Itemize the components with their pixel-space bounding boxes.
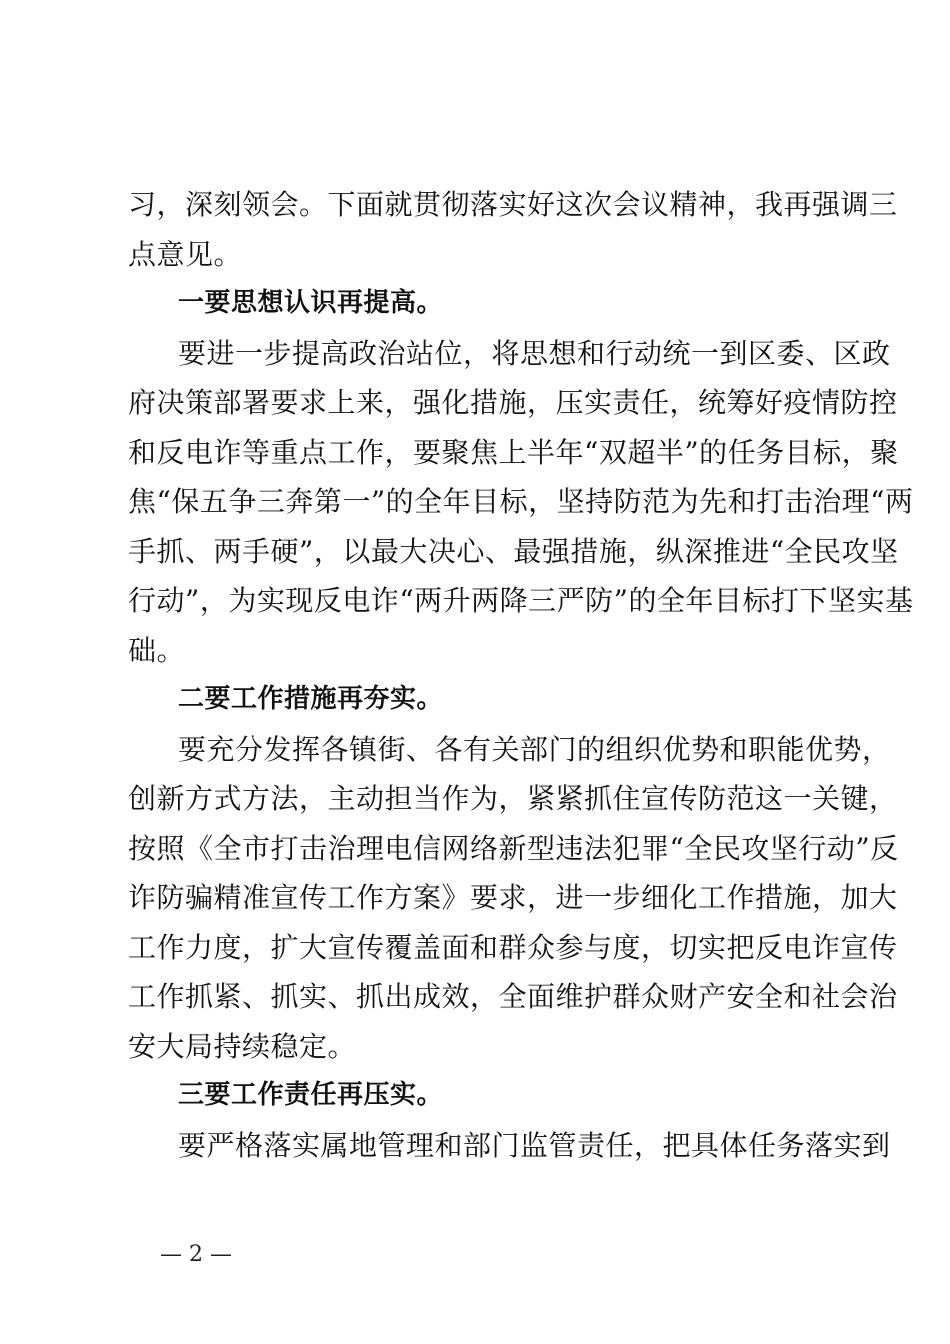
paragraph-line: 行动”，为实现反电诈“两升两降三严防”的全年目标打下坚实基: [128, 584, 914, 617]
paragraph-line: 和反电诈等重点工作，要聚焦上半年“双超半”的任务目标，聚: [128, 435, 899, 469]
paragraph-line: 安大局持续稳定。: [128, 1029, 357, 1063]
body-line: 点意见。: [128, 237, 243, 271]
section-heading-3: 三要工作责任再压实。: [178, 1080, 444, 1110]
section-heading-2: 二要工作措施再夯实。: [178, 684, 444, 714]
section-heading-1: 一要思想认识再提高。: [178, 288, 444, 318]
paragraph-line: 要充分发挥各镇街、各有关部门的组织优势和职能优势，: [178, 732, 891, 766]
paragraph-line: 按照《全市打击治理电信网络新型违法犯罪“全民攻坚行动”反: [128, 831, 899, 865]
paragraph-line: 工作力度，扩大宣传覆盖面和群众参与度，切实把反电诈宣传: [128, 930, 898, 964]
paragraph-line: 府决策部署要求上来，强化措施，压实责任，统筹好疫情防控: [128, 386, 898, 419]
paragraph-line: 础。: [128, 633, 186, 667]
paragraph-line: 手抓、两手硬”，以最大决心、最强措施，纵深推进“全民攻坚: [128, 534, 899, 568]
paragraph-line: 诈防骗精准宣传工作方案》要求，进一步细化工作措施，加大: [128, 881, 898, 914]
paragraph-line: 工作抓紧、抓实、抓出成效，全面维护群众财产安全和社会治: [128, 980, 898, 1013]
paragraph-line: 创新方式方法，主动担当作为，紧紧抓住宣传防范这一关键，: [128, 782, 898, 815]
document-body: [128, 180, 914, 1170]
paragraph-line: 要进一步提高政治站位，将思想和行动统一到区委、区政: [178, 336, 891, 370]
page-number: — 2 —: [160, 1242, 232, 1267]
paragraph-line: 焦“保五争三奔第一”的全年目标，坚持防范为先和打击治理“两: [128, 485, 914, 518]
body-line: 习，深刻领会。下面就贯彻落实好这次会议精神，我再强调三: [128, 188, 898, 221]
paragraph-line: 要严格落实属地管理和部门监管责任，把具体任务落实到: [178, 1128, 891, 1162]
